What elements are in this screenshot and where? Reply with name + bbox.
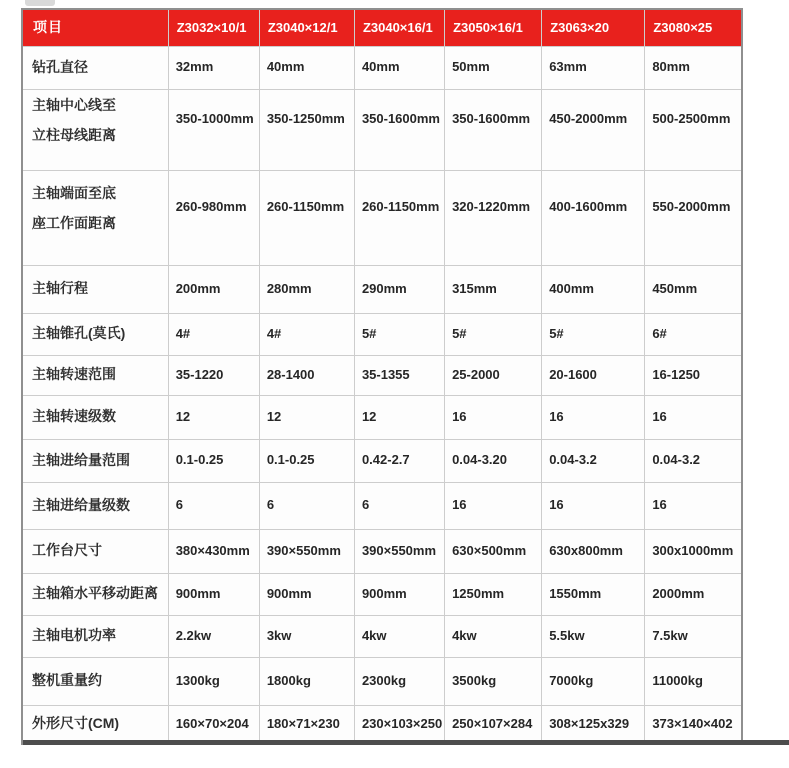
spec-value-cell: 6	[168, 482, 259, 529]
table-row	[22, 482, 742, 529]
spec-value-cell: 25-2000	[445, 355, 542, 395]
spec-value-cell: 450mm	[645, 265, 742, 313]
spec-value-cell: 16-1250	[645, 355, 742, 395]
spec-value-cell: 5.5kw	[542, 615, 645, 657]
spec-table	[21, 8, 743, 745]
spec-value-cell: 28-1400	[259, 355, 354, 395]
spec-value-cell: 900mm	[259, 573, 354, 615]
spec-value-cell: 3kw	[259, 615, 354, 657]
spec-value-cell: 2300kg	[354, 657, 444, 705]
spec-value-cell: 260-1150mm	[259, 170, 354, 265]
table-row	[22, 439, 742, 482]
spec-value-cell: 0.42-2.7	[354, 439, 444, 482]
spec-value-cell: 5#	[445, 313, 542, 355]
spec-value-cell: 35-1220	[168, 355, 259, 395]
spec-value-cell: 16	[645, 395, 742, 439]
spec-value-cell: 900mm	[354, 573, 444, 615]
bottom-divider-bar	[23, 740, 789, 745]
spec-value-cell: 12	[168, 395, 259, 439]
spec-value-cell: 6	[354, 482, 444, 529]
spec-value-cell: 315mm	[445, 265, 542, 313]
spec-value-cell: 5#	[354, 313, 444, 355]
spec-value-cell: 20-1600	[542, 355, 645, 395]
row-label: 主轴进给量范围	[22, 439, 168, 482]
spec-value-cell: 40mm	[354, 46, 444, 89]
spec-value-cell: 630x800mm	[542, 529, 645, 573]
spec-value-cell: 11000kg	[645, 657, 742, 705]
spec-value-cell: 6#	[645, 313, 742, 355]
spec-table-header	[22, 9, 742, 46]
table-row	[22, 615, 742, 657]
spec-value-cell: 4#	[259, 313, 354, 355]
header-cell-model: Z3080×25	[645, 9, 742, 46]
spec-value-cell: 0.1-0.25	[168, 439, 259, 482]
row-label: 主轴锥孔(莫氏)	[22, 313, 168, 355]
table-row	[22, 89, 742, 170]
header-cell-item: 项目	[22, 9, 168, 46]
spec-value-cell: 0.04-3.2	[645, 439, 742, 482]
row-label: 主轴端面至底 座工作面距离	[22, 170, 168, 265]
table-row	[22, 313, 742, 355]
spec-value-cell: 308×125x329	[542, 705, 645, 744]
spec-value-cell: 4kw	[445, 615, 542, 657]
spec-value-cell: 0.04-3.2	[542, 439, 645, 482]
spec-value-cell: 16	[542, 395, 645, 439]
spec-value-cell: 500-2500mm	[645, 89, 742, 170]
table-row	[22, 265, 742, 313]
header-cell-model: Z3063×20	[542, 9, 645, 46]
spec-value-cell: 0.1-0.25	[259, 439, 354, 482]
top-edge-artifact	[25, 0, 55, 6]
spec-value-cell: 7000kg	[542, 657, 645, 705]
spec-value-cell: 260-980mm	[168, 170, 259, 265]
table-row	[22, 529, 742, 573]
spec-value-cell: 16	[445, 482, 542, 529]
spec-value-cell: 40mm	[259, 46, 354, 89]
spec-value-cell: 2000mm	[645, 573, 742, 615]
spec-value-cell: 400-1600mm	[542, 170, 645, 265]
spec-value-cell: 350-1600mm	[445, 89, 542, 170]
spec-value-cell: 350-1250mm	[259, 89, 354, 170]
spec-value-cell: 1300kg	[168, 657, 259, 705]
spec-value-cell: 35-1355	[354, 355, 444, 395]
row-label: 钻孔直径	[22, 46, 168, 89]
spec-value-cell: 0.04-3.20	[445, 439, 542, 482]
spec-value-cell: 400mm	[542, 265, 645, 313]
header-cell-model: Z3032×10/1	[168, 9, 259, 46]
table-row	[22, 46, 742, 89]
spec-value-cell: 12	[259, 395, 354, 439]
spec-value-cell: 16	[542, 482, 645, 529]
spec-value-cell: 16	[445, 395, 542, 439]
spec-value-cell: 16	[645, 482, 742, 529]
row-label: 主轴电机功率	[22, 615, 168, 657]
table-row	[22, 355, 742, 395]
spec-value-cell: 6	[259, 482, 354, 529]
table-row	[22, 705, 742, 744]
spec-value-cell: 290mm	[354, 265, 444, 313]
spec-value-cell: 350-1600mm	[354, 89, 444, 170]
spec-value-cell: 373×140×402	[645, 705, 742, 744]
row-label: 主轴中心线至 立柱母线距离	[22, 89, 168, 170]
spec-value-cell: 390×550mm	[259, 529, 354, 573]
spec-value-cell: 260-1150mm	[354, 170, 444, 265]
header-cell-model: Z3050×16/1	[445, 9, 542, 46]
header-cell-model: Z3040×12/1	[259, 9, 354, 46]
spec-value-cell: 5#	[542, 313, 645, 355]
table-row	[22, 395, 742, 439]
spec-value-cell: 7.5kw	[645, 615, 742, 657]
spec-value-cell: 1250mm	[445, 573, 542, 615]
spec-table-body	[22, 46, 742, 744]
spec-value-cell: 390×550mm	[354, 529, 444, 573]
spec-value-cell: 80mm	[645, 46, 742, 89]
header-cell-model: Z3040×16/1	[354, 9, 444, 46]
spec-value-cell: 380×430mm	[168, 529, 259, 573]
row-label: 主轴行程	[22, 265, 168, 313]
spec-value-cell: 200mm	[168, 265, 259, 313]
spec-value-cell: 230×103×250	[354, 705, 444, 744]
table-row	[22, 170, 742, 265]
table-row	[22, 573, 742, 615]
spec-value-cell: 320-1220mm	[445, 170, 542, 265]
spec-value-cell: 630×500mm	[445, 529, 542, 573]
spec-value-cell: 50mm	[445, 46, 542, 89]
row-label: 主轴箱水平移动距离	[22, 573, 168, 615]
spec-value-cell: 32mm	[168, 46, 259, 89]
spec-value-cell: 300x1000mm	[645, 529, 742, 573]
spec-value-cell: 450-2000mm	[542, 89, 645, 170]
spec-value-cell: 550-2000mm	[645, 170, 742, 265]
spec-value-cell: 63mm	[542, 46, 645, 89]
header-row	[22, 9, 742, 46]
spec-value-cell: 350-1000mm	[168, 89, 259, 170]
spec-value-cell: 1800kg	[259, 657, 354, 705]
row-label: 整机重量约	[22, 657, 168, 705]
spec-value-cell: 160×70×204	[168, 705, 259, 744]
spec-value-cell: 280mm	[259, 265, 354, 313]
spec-value-cell: 180×71×230	[259, 705, 354, 744]
table-row	[22, 657, 742, 705]
spec-value-cell: 900mm	[168, 573, 259, 615]
row-label: 主轴转速级数	[22, 395, 168, 439]
spec-value-cell: 4#	[168, 313, 259, 355]
spec-value-cell: 3500kg	[445, 657, 542, 705]
row-label: 工作台尺寸	[22, 529, 168, 573]
row-label: 主轴进给量级数	[22, 482, 168, 529]
row-label: 外形尺寸(CM)	[22, 705, 168, 744]
spec-value-cell: 1550mm	[542, 573, 645, 615]
spec-value-cell: 4kw	[354, 615, 444, 657]
spec-value-cell: 2.2kw	[168, 615, 259, 657]
spec-value-cell: 12	[354, 395, 444, 439]
spec-value-cell: 250×107×284	[445, 705, 542, 744]
row-label: 主轴转速范围	[22, 355, 168, 395]
